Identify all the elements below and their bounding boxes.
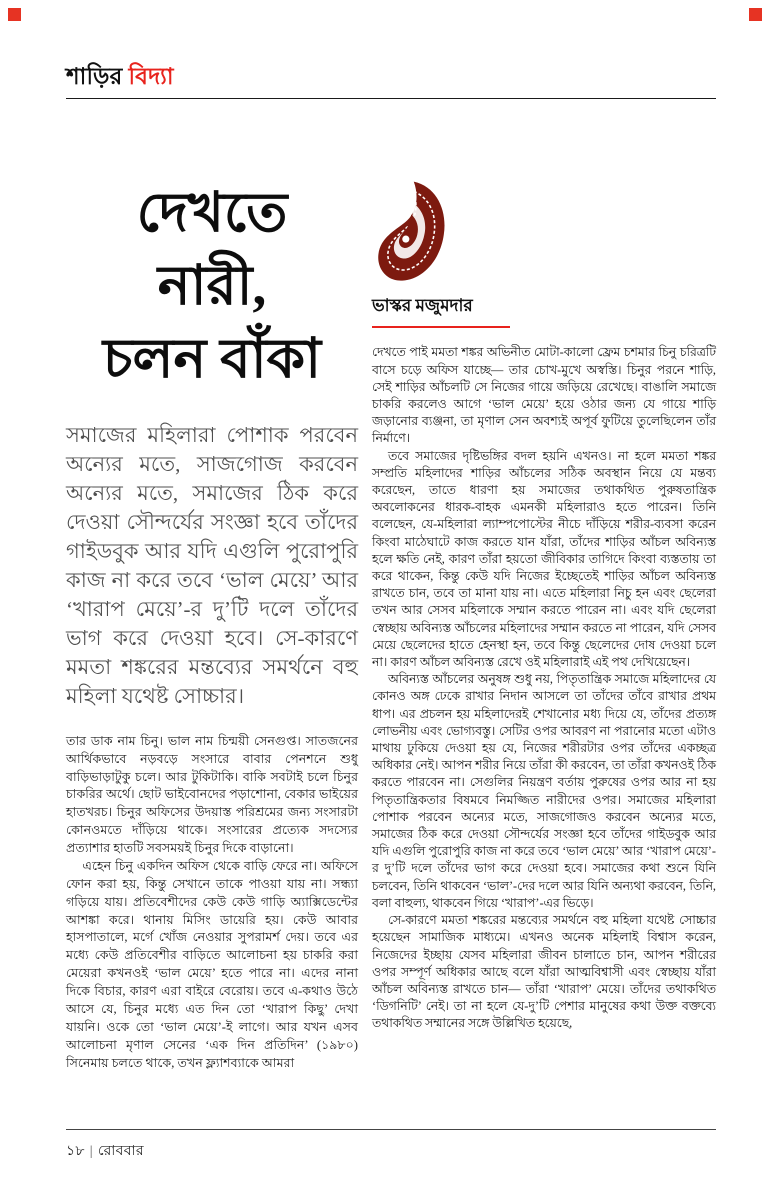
publication-name: রোববার [97,1144,144,1159]
right-column-body [372,344,716,1032]
headline-line-3: চলন বাঁকা [102,327,322,389]
page-footer [66,1129,716,1163]
paragraph: সে-কারণে মমতা শঙ্করের মন্তব্যের সমর্থনে বহু মহিলা যথেষ্ট সোচ্চার হয়েছেন সামাজিক মাধ্যমে। এখনও অনেক মহিলাই বিশ্বাস করেন, নিজেদের ইচ্ছায় যেসব মহিলারা জীবন চালাতে চান, আপন শরীরের ওপর সম্পূর্ণ অধিকার আছে বলে যাঁরা আত্মবিশ্বাসী এবং স্বেচ্ছায় যাঁরা আঁচল অবিন্যস্ত রাখতে চান— তাঁরা ‘খারাপ’ মেয়ে। তাঁদের তথাকথিত ‘ডিগনিটি’ নেই। তা না হলে যে-দু’টি পেশার মানুষের কথা উক্ত বক্তব্যে তথাকথিত সম্মানের সঙ্গে উল্লিখিত হয়েছে, [372,913,716,1031]
paragraph: অবিন্যস্ত আঁচলের অনুষঙ্গ শুধু নয়, পিতৃতান্ত্রিক সমাজে মহিলাদের যে কোনও অঙ্গ ঢেকে রাখার নিদান আসলে তা তাঁদের তাঁবে রাখার প্রথম ধাপ। এর প্রচলন হয় মহিলাদেরই শেখানোর মধ্য দিয়ে যে, তাঁদের প্রত্যঙ্গ লোভনীয় এবং ভোগ্যবস্তু। সেটির ওপর আবরণ না পরানোর মতো এটাও মাথায় ঢুকিয়ে দেওয়া হয় যে, নিজের শরীরটার ওপর তাঁদের একচ্ছত্র অধিকার নেই। আপন শরীর নিয়ে তাঁরা কী করবেন, তা তাঁরা কখনওই ঠিক করতে পারবেন না। সেগুলির নিয়ন্ত্রণ বর্তায় পুরুষের ওপর আর না হয় পিতৃতান্ত্রিকতার বিষমবে নিমজ্জিত নারীদের ওপর। সমাজের মহিলারা পোশাক পরবেন অন্যের মতে, সাজগোজও করবেন অন্যের মতে, সমাজের ঠিক করে দেওয়া সৌন্দর্যের সংজ্ঞা হবে তাঁদের গাইডবুক আর যদি এগুলি পুরোপুরি কাজ না করে তবে ‘ভাল মেয়ে’ আর ‘খারাপ মেয়ে’-র দু’টি দলে তাঁদের ভাগ করে দেওয়া হবে। সমাজের কথা শুনে যিনি চলবেন, তিনি থাকবেন ‘ভাল’-দের দলে আর যিনি অন্যথা করবেন, তিনি, বলা বাহুল্য, থাকবেন গিয়ে ‘খারাপ’-এর ভিড়ে। [372,672,716,910]
section-title-black: শাড়ির [66,64,123,89]
paragraph: এহেন চিনু একদিন অফিস থেকে বাড়ি ফেরে না। অফিসে ফোন করা হয়, কিন্তু সেখানে তাকে পাওয়া যায় না। সন্ধ্যা গড়িয়ে যায়। প্রতিবেশীদের কেউ কেউ গাড়ি অ্যাক্সিডেন্টের আশঙ্কা করে। থানায় মিসিং ডায়েরি হয়। কেউ আবার হাসপাতালে, মর্গে খোঁজ নেওয়ার সুপরামর্শ দেয়। তবে এর মধ্যে কেউ প্রতিবেশীর বাড়িতে আলোচনা হয় চাকরি করা মেয়েরা কখনওই ‘ভাল মেয়ে’ হতে পারে না। এদের নানা দিকে বিচার, কারণ এরা বাইরে বেরোয়। তবে এ-কথাও উঠে আসে যে, চিনুর মধ্যে এত দিন তো ‘খারাপ কিছু’ দেখা যায়নি। ওকে তো ‘ভাল মেয়ে’-ই লাগে। আর যখন এসব আলোচনা মৃণাল সেনের ‘এক দিন প্রতিদিন’ (১৯৮০) সিনেমায় চলতে থাকে, তখন ফ্ল্যাশব্যাকে আমরা [66,858,358,1070]
section-title [66,62,716,92]
right-column [372,177,716,1072]
folio [66,1139,716,1163]
byline: ভাস্কর মজুমদার [372,296,473,316]
paragraph: দেখতে পাই মমতা শঙ্কর অভিনীত মোটা-কালো ফ্রেম চশমার চিনু চরিত্রটি বাসে চড়ে অফিস যাচ্ছে— তার চোখ-মুখে অস্বস্তি। চিনুর পরনে শাড়ি, সেই শাড়ির আঁচলটি সে নিজের গায়ে জড়িয়ে রেখেছে। বাঙালি সমাজে চাকরি করলেও আগে ‘ভাল মেয়ে’ হয়ে ওঠার জন্য যে গায়ে শাড়ি জড়ানোর ব্যঞ্জনা, তা মৃণাল সেন অবশ্যই অপূর্ব ফুটিয়ে তুলেছিলেন তাঁর নির্মাণে। [372,345,716,446]
left-column-body [66,733,358,1073]
masthead-rule [66,98,716,100]
headline-line-1: দেখতে [136,182,288,244]
paragraph: তবে সমাজের দৃষ্টিভঙ্গির বদল হয়নি এখনও। না হলে মমতা শঙ্কর সম্প্রতি মহিলাদের শাড়ির আঁচলের সঠিক অবস্থান নিয়ে যে মন্তব্য করেছেন, তাতে ধারণা হয় সমাজের তথাকথিত পুরুষতান্ত্রিক অবলোকনের ধারক-বাহক এমনকী মহিলারাও হতে পারেন। তিনি বলেছেন, যে-মহিলারা ল্যাম্পপোস্টের নীচে দাঁড়িয়ে শরীর-ব্যবসা করেন কিংবা মাঠেঘাটে কাজ করতে যান যাঁরা, তাঁদের শাড়ির আঁচল অবিন্যস্ত হলে ক্ষতি নেই, কারণ তাঁরা হয়তো জীবিকার তাগিদে কিংবা ব্যস্ততায় তা করে থাকেন, কিন্তু কেউ যদি নিজের ইচ্ছেতেই শাড়ির আঁচল অবিন্যস্ত রাখতে চান, তবে তা মানা যায় না। এতে মহিলারা নিচু হন এবং ছেলেরা তখন আর সেসব মহিলাকে সম্মান করতে পারেন না। এবং যদি ছেলেরা স্বেচ্ছায় অবিন্যস্ত আঁচলের মহিলাদের সম্মান করতে না পারেন, যদি সেসব মেয়ে ছেলেদের হাতে হেনস্থা হন, তবে কিন্তু ছেলেদের দোষ দেওয়া চলে না। কারণ আঁচল অবিন্যস্ত রেখে ওই মহিলারাই এই পথ দেখিয়েছেন। [372,448,716,670]
corner-registration-mark-right [749,8,762,21]
section-masthead [66,62,716,99]
section-title-red: বিদ্যা [128,64,174,89]
folio-separator: | [89,1144,93,1159]
paragraph: তার ডাক নাম চিনু। ভাল নাম চিন্ময়ী সেনগুপ্ত। সাতজনের আর্থিকভাবে নড়বড়ে সংসারে বাবার পেনশনে শুধু বাড়িভাড়াটুকু চলে। আর টুকিটাকি। বাকি সবটাই চলে চিনুর চাকরির অর্থে। ছোট ভাইবোনদের পড়াশোনা, বেকার ভাইয়ের হাতখরচ। চিনুর অফিসের উদয়াস্ত পরিশ্রমের জন্য সংসারটা কোনওমতে দাঁড়িয়ে থাকে। সংসারের প্রত্যেক সদস্যের প্রত্যাশার হাতটি সবসময়ই চিনুর দিকে বাড়ানো। [66,733,358,856]
article-body [66,177,716,1072]
corner-registration-mark-left [8,8,21,21]
page-number: ১৮ [66,1144,85,1159]
footer-rule [66,1129,716,1130]
left-column [66,177,358,1072]
article-headline [66,177,358,395]
article-standfirst: সমাজের মহিলারা পোশাক পরবেন অন্যের মতে, সাজগোজ করবেন অন্যের মতে, সমাজের ঠিক করে দেওয়া সৌন্দর্যের সংজ্ঞা হবে তাঁদের গাইডবুক আর যদি এগুলি পুরোপুরি কাজ না করে তবে ‘ভাল মেয়ে’ আর ‘খারাপ মেয়ে’-র দু’টি দলে তাঁদের ভাগ করে দেওয়া হবে। সে-কারণে মমতা শঙ্করের মন্তব্যের সমর্থনে বহু মহিলা যথেষ্ট সোচ্চার। [66,423,358,708]
byline-rule [372,326,510,328]
headline-line-2: নারী, [157,254,267,316]
paisley-ornament-icon [372,179,452,285]
